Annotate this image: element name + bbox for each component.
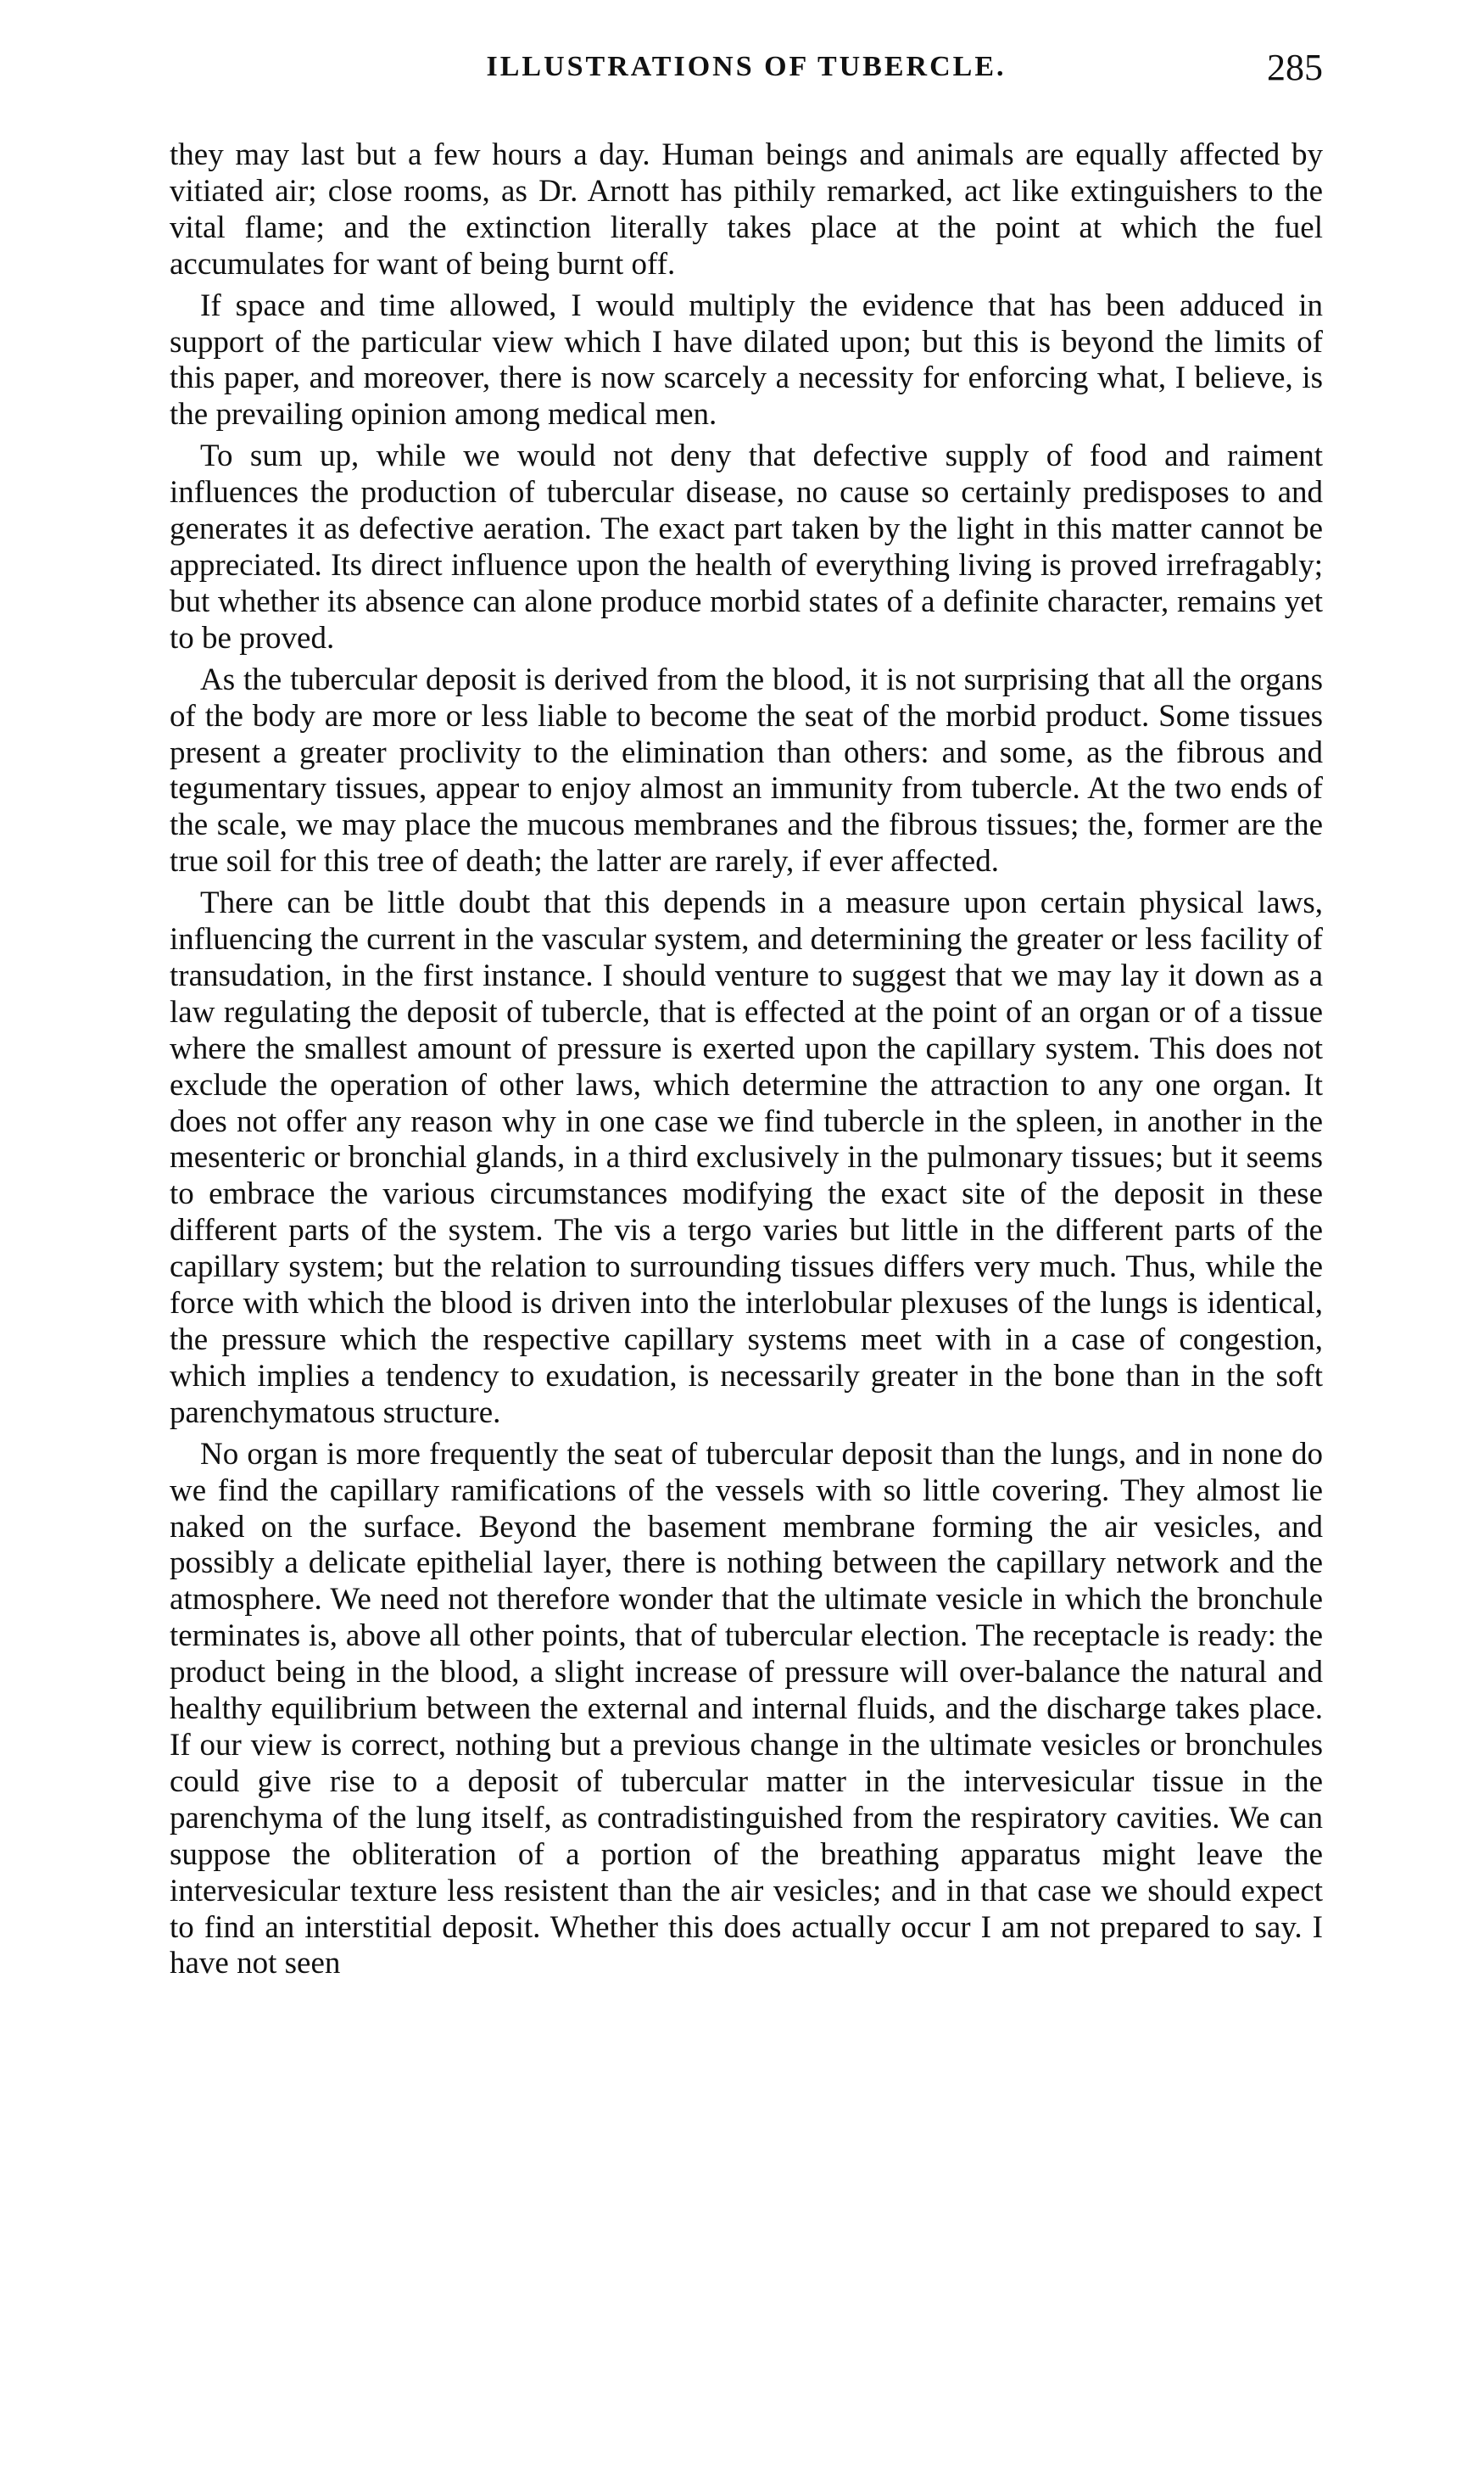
paragraph: No organ is more frequently the seat of tubercular deposit than the lungs, and in none do we find the capillary ramifications of the vessels with so little covering. They almost lie naked on the surface. Beyond the basement membrane forming the air vesicles, and possibly a delicate epithelial layer, there is nothing between the capillary network and the atmosphere. We need not therefore wonder that the ultimate vesicle in which the bronchule terminates is, above all other points, that of tubercular election. The receptacle is ready: the product being in the blood, a slight increase of pressure will over-balance the natural and healthy equilibrium between the external and internal fluids, and the discharge takes place. If our view is correct, nothing but a previous change in the ultimate vesicles or bronchules could give rise to a deposit of tubercular matter in the intervesicular tissue in the parenchyma of the lung itself, as contradistinguished from the respiratory cavities. We can suppose the obliteration of a portion of the breathing apparatus might leave the intervesicular texture less resistent than the air vesicles; and in that case we should expect to find an interstitial deposit. Whether this does actually occur I am not prepared to say. I have not seen xyxy=(170,1436,1323,1981)
page-number: 285 xyxy=(1267,47,1323,88)
paragraph: There can be little doubt that this depends in a measure upon certain physical laws, influencing the current in the vascular system, and determining the greater or less facility of transudation, in the first instance. I should venture to suggest that we may lay it down as a law regulating the deposit of tubercle, that is effected at the point of an organ or of a tissue where the smallest amount of pressure is exerted upon the capillary system. This does not exclude the operation of other laws, which determine the attraction to any one organ. It does not offer any reason why in one case we find tubercle in the spleen, in another in the mesenteric or bronchial glands, in a third exclusively in the pulmonary tissues; but it seems to embrace the various circumstances modifying the exact site of the deposit in these different parts of the system. The vis a tergo varies but little in the different parts of the capillary system; but the relation to surrounding tissues differs very much. Thus, while the force with which the blood is driven into the interlobular plexuses of the lungs is identical, the pressure which the respective capillary systems meet with in a case of congestion, which implies a tendency to exudation, is necessarily greater in the bone than in the soft parenchymatous structure. xyxy=(170,886,1323,1430)
paragraph: As the tubercular deposit is derived from the blood, it is not surprising that all the organs of the body are more or less liable to become the seat of the morbid product. Some tissues present a greater proclivity to the elimination than others: and some, as the fibrous and tegumentary tissues, appear to enjoy almost an immunity from tubercle. At the two ends of the scale, we may place the mucous membranes and the fibrous tissues; the, former are the true soil for this tree of death; the latter are rarely, if ever affected. xyxy=(170,662,1323,880)
paragraph: To sum up, while we would not deny that defective supply of food and raiment influences the production of tubercular disease, no cause so certainly predisposes to and generates it as defective aeration. The exact part taken by the light in this matter cannot be appreciated. Its direct influence upon the health of everything living is proved irrefragably; but whether its absence can alone produce morbid states of a definite character, remains yet to be proved. xyxy=(170,439,1323,656)
body-text xyxy=(170,137,1323,1982)
running-title: ILLUSTRATIONS OF TUBERCLE. xyxy=(486,51,1007,82)
paragraph: they may last but a few hours a day. Human beings and animals are equally affected by vitiated air; close rooms, as Dr. Arnott has pithily remarked, act like extinguishers to the vital flame; and the extinction literally takes place at the point at which the fuel accumulates for want of being burnt off. xyxy=(170,137,1323,282)
paragraph: If space and time allowed, I would multiply the evidence that has been adduced in support of the particular view which I have dilated upon; but this is beyond the limits of this paper, and moreover, there is now scarcely a necessity for enforcing what, I believe, is the prevailing opinion among medical men. xyxy=(170,288,1323,433)
running-head xyxy=(170,47,1323,102)
